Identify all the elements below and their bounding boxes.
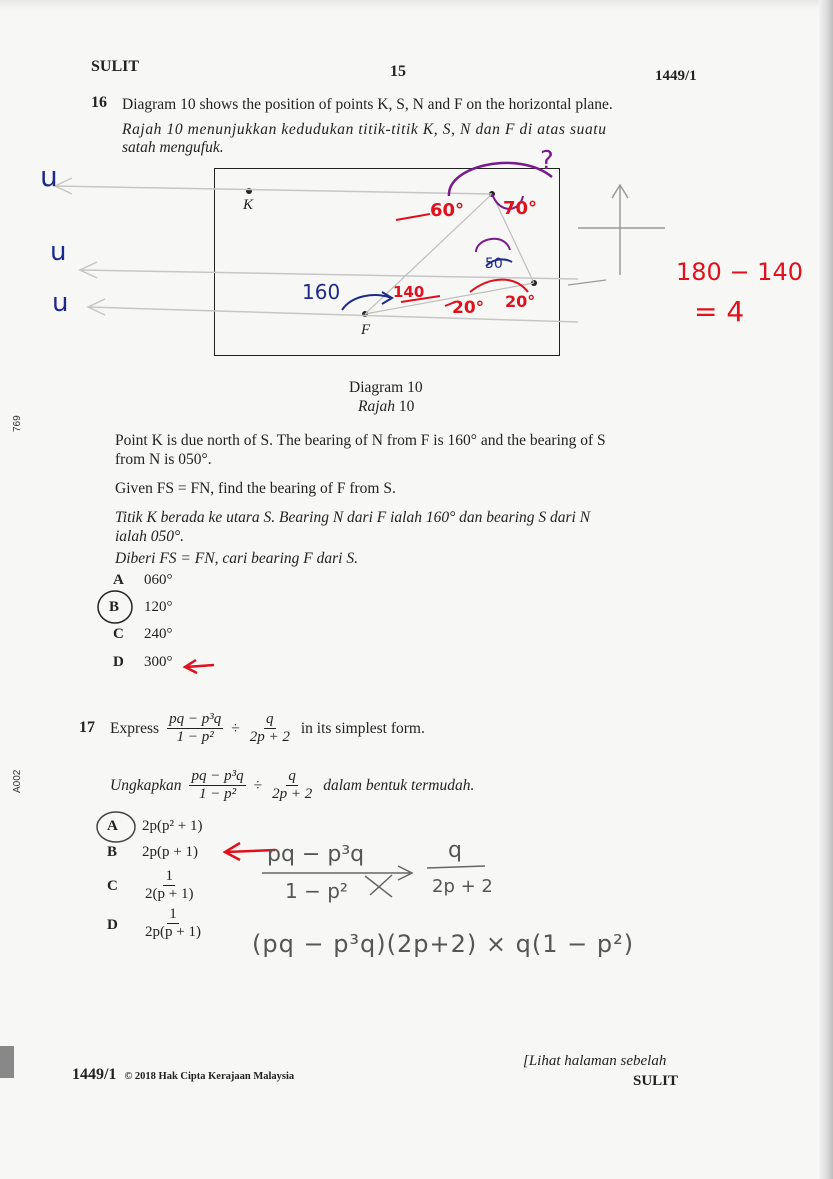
hw-calc-2: = 4 <box>694 295 745 328</box>
hw-u-2: u <box>50 237 67 267</box>
q16-option-c-value[interactable]: 240° <box>144 626 173 642</box>
diagram-label-f: F <box>361 322 371 338</box>
purple-arc-top <box>449 163 552 196</box>
q17-expression-ms: Ungkapkan $\frac{\text{pq − p³q}}{\text{1 − p²}}$ ÷ $\frac{q}{2p + 2}$ dalam bentuk termudah. <box>110 767 475 802</box>
q16-para-4: Diberi FS = FN, cari bearing F dari S. <box>115 550 358 567</box>
q16-text-en: Diagram 10 shows the position of points K, S, N and F on the horizontal plane. <box>122 96 613 113</box>
q16-text-ms-1: Rajah 10 menunjukkan kedudukan titik-titik K, S, N dan F di atas suatu <box>122 121 607 138</box>
hw-20-a: 20° <box>452 298 485 318</box>
q16-option-a-letter[interactable]: A <box>113 572 124 588</box>
hw-u-3: u <box>52 288 69 318</box>
q17-number: 17 <box>79 719 95 736</box>
hw-frac2-den: 2p + 2 <box>432 876 493 897</box>
q16-text-ms-2: satah mengufuk. <box>122 139 224 156</box>
arrow-line-1 <box>55 186 492 194</box>
q16-number: 16 <box>91 94 107 111</box>
q17-option-b-value[interactable]: 2p(p + 1) <box>142 844 198 860</box>
hw-question-mark: ? <box>540 146 554 176</box>
hw-160: 160 <box>302 280 341 304</box>
hw-frac2-num: q <box>448 838 462 863</box>
hw-50: 50 <box>485 256 503 272</box>
hw-u-1: u <box>40 160 58 193</box>
q16-option-c-letter[interactable]: C <box>113 626 124 642</box>
hw-70: 70° <box>503 198 538 219</box>
hw-20-b: 20° <box>505 292 536 311</box>
footer-sulit: SULIT <box>633 1073 679 1089</box>
diagram-caption-en: Diagram 10 <box>349 379 423 396</box>
purple-arc-mid <box>476 239 510 252</box>
hw-calc-1: 180 − 140 <box>676 258 803 286</box>
page-number: 15 <box>390 63 406 80</box>
q17-option-d-letter[interactable]: D <box>107 917 118 933</box>
diagram-caption-ms: Rajah 10 <box>358 398 415 415</box>
qr-mark <box>0 1046 14 1078</box>
diagram-label-k: K <box>243 197 254 213</box>
q16-option-b-value[interactable]: 120° <box>144 599 173 615</box>
arrow-line-2 <box>80 270 578 279</box>
q16-para-3: Titik K berada ke utara S. Bearing N dari F ialah 160° dan bearing S dari N ialah 050°. <box>115 509 591 545</box>
hw-60: 60° <box>430 200 465 221</box>
q16-option-d-value[interactable]: 300° <box>144 654 173 670</box>
q17-option-c-letter[interactable]: C <box>107 878 118 894</box>
footer-left: 1449/1 © 2018 Hak Cipta Kerajaan Malaysia <box>72 1066 295 1083</box>
footer-lihat: [Lihat halaman sebelah <box>523 1053 667 1069</box>
q16-para-1: Point K is due north of S. The bearing of N from F is 160° and the bearing of S from N is 050°. <box>115 432 606 468</box>
header-sulit: SULIT <box>91 58 140 75</box>
q16-option-a-value[interactable]: 060° <box>144 572 173 588</box>
hw-frac-num: pq − p³q <box>267 842 365 867</box>
q16-option-d-letter[interactable]: D <box>113 654 124 670</box>
paper-code: 1449/1 <box>655 68 697 84</box>
q17-option-c-value[interactable]: $\frac{1}{2(p + 1)}$ <box>145 868 194 902</box>
q17-option-a-value[interactable]: 2p(p² + 1) <box>142 818 203 834</box>
red-arrow-d <box>186 665 214 667</box>
q17-expression-en: Express $\frac{\text{pq − p³q}}{\text{1 − p²}}$ ÷ $\frac{q}{2p + 2}$ in its simplest form. <box>110 710 425 745</box>
hw-working-line: (pq − p³q)(2p+2) × q(1 − p²) <box>252 930 635 958</box>
q17-option-a-letter[interactable]: A <box>107 818 118 834</box>
q17-option-b-letter[interactable]: B <box>107 844 118 860</box>
hw-frac-den: 1 − p² <box>285 879 348 903</box>
q17-option-d-value[interactable]: $\frac{1}{2p(p + 1)}$ <box>145 906 201 940</box>
q16-para-2: Given FS = FN, find the bearing of F from S. <box>115 480 396 497</box>
side-number: 769 <box>12 415 23 432</box>
q16-option-b-letter[interactable]: B <box>109 599 120 615</box>
hw-140: 140 <box>393 283 425 301</box>
side-code: A002 <box>12 769 23 793</box>
